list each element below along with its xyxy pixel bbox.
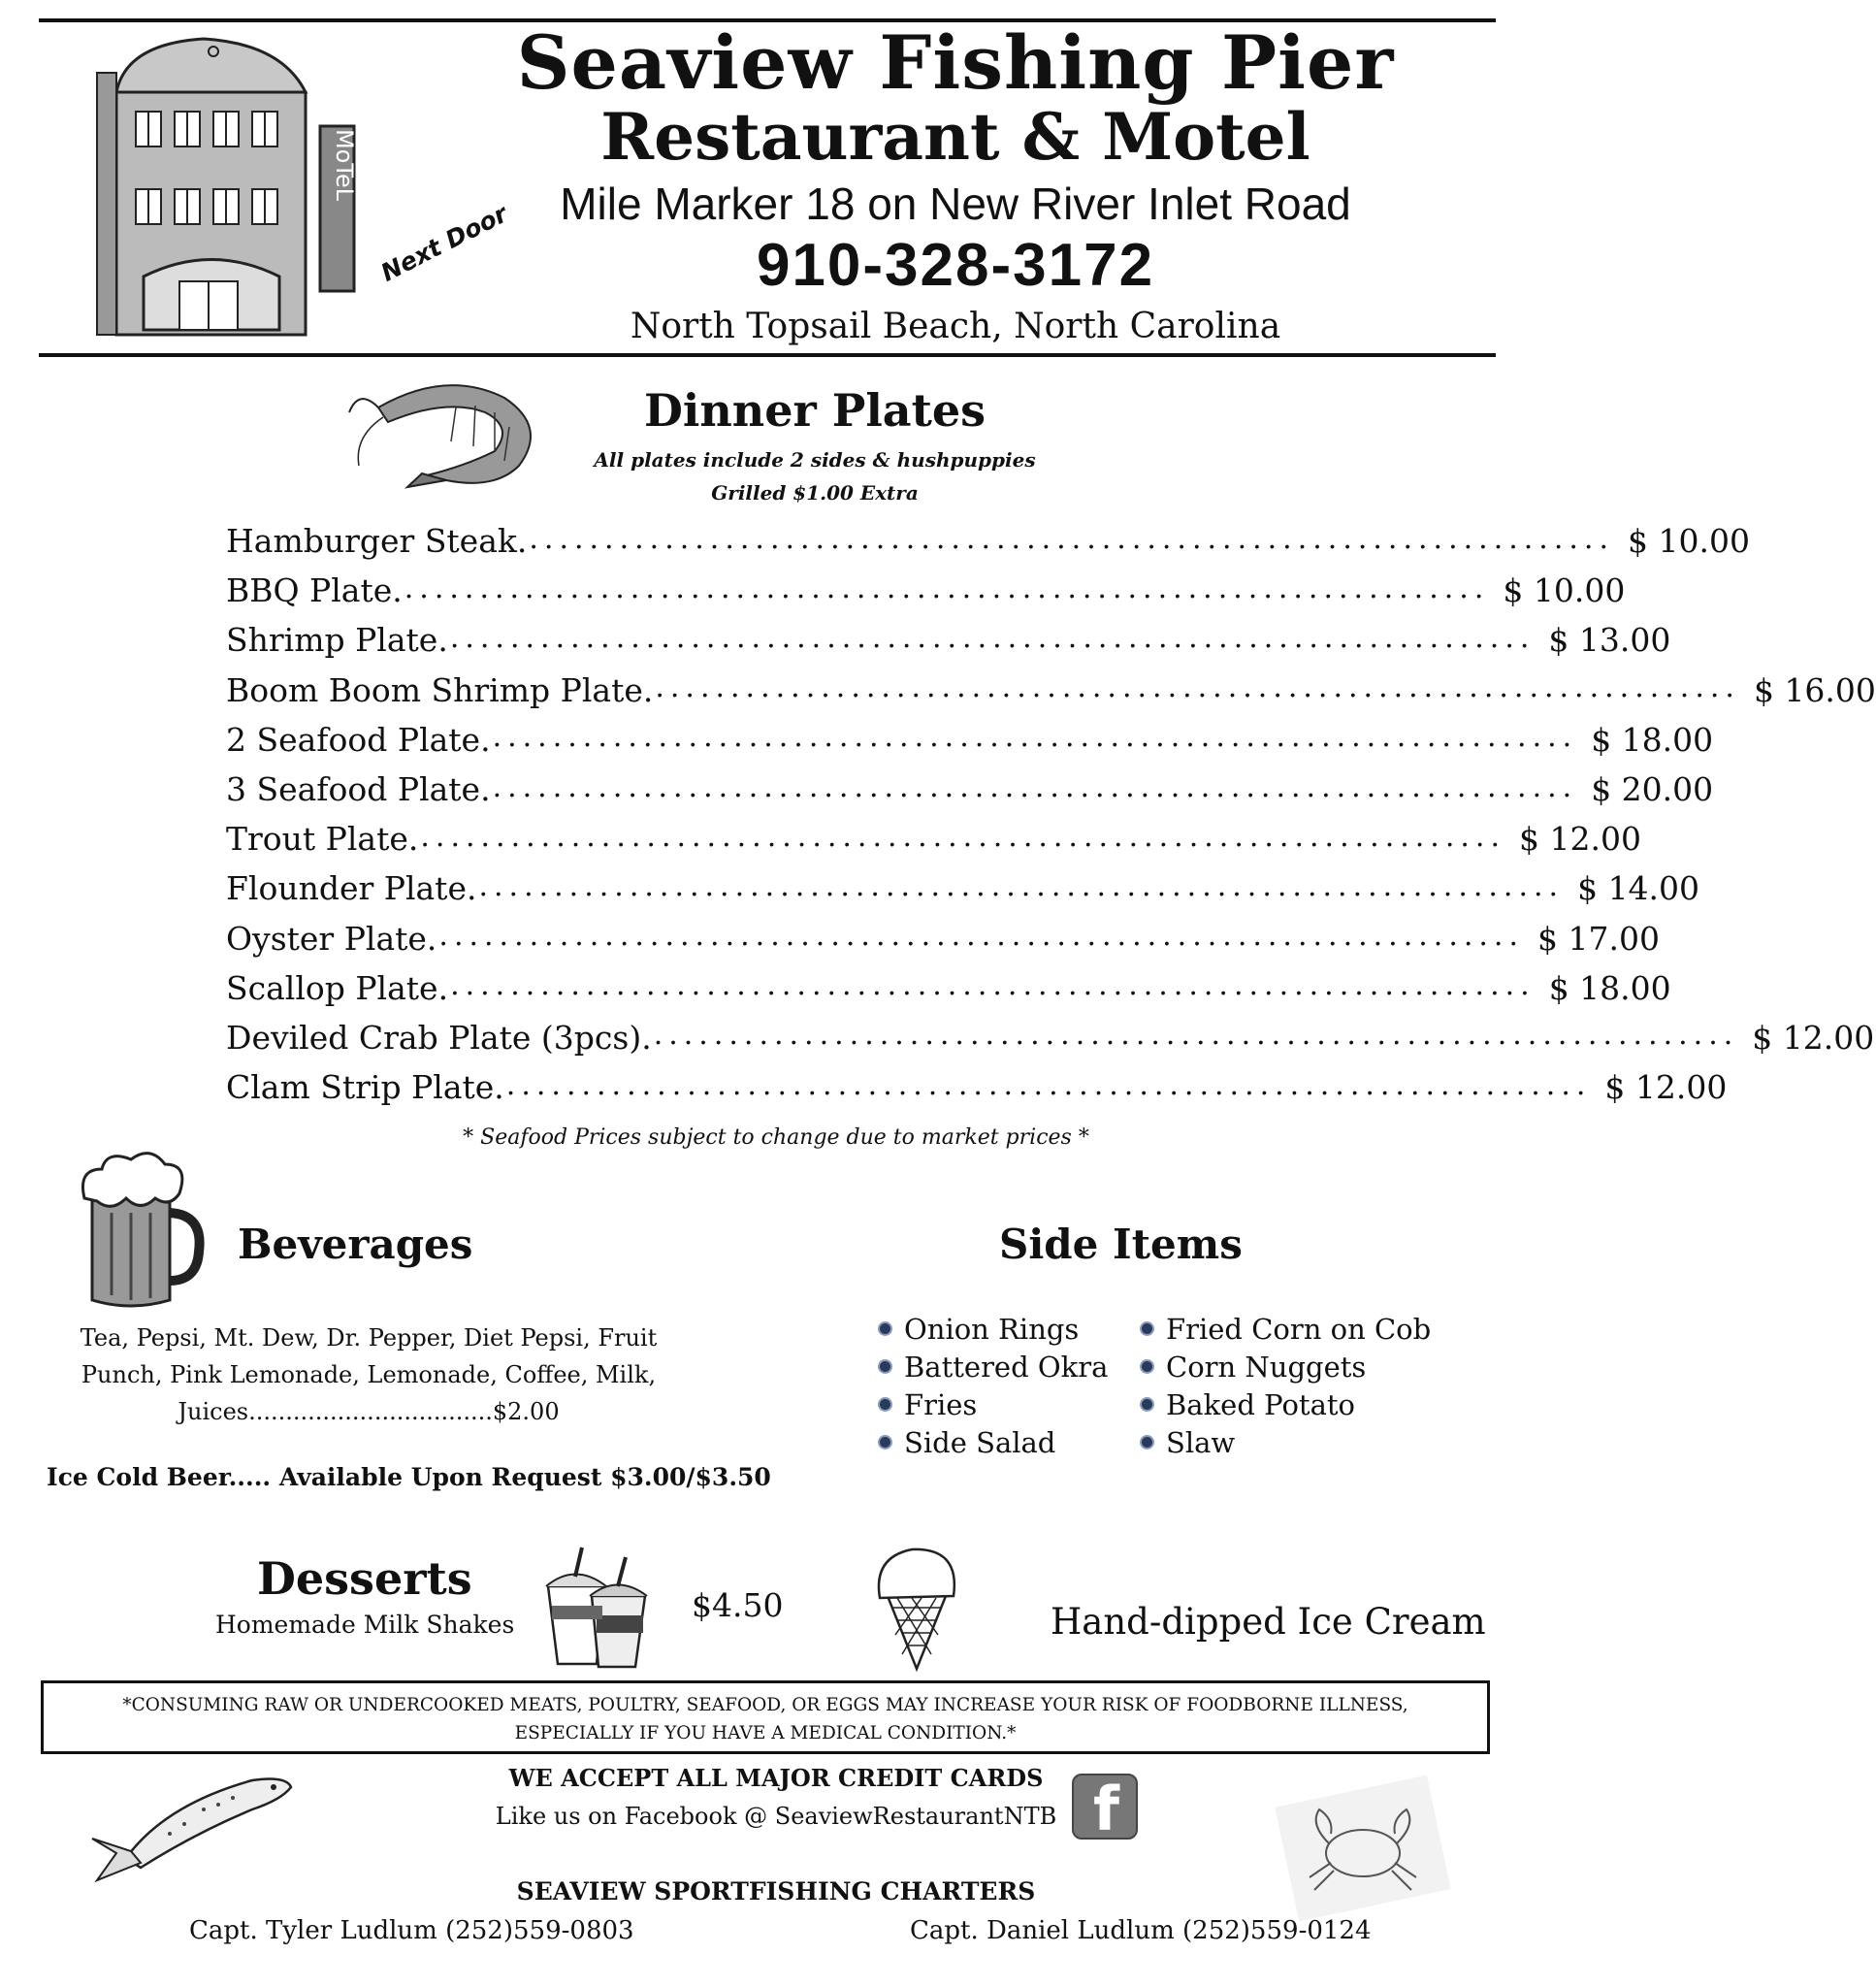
- side-item-label: Battered Okra: [904, 1350, 1109, 1384]
- beverages-list: [78, 1319, 660, 1430]
- restaurant-subtitle: Restaurant & Motel: [600, 99, 1310, 175]
- warning-line: ESPECIALLY IF YOU HAVE A MEDICAL CONDITION.*: [514, 1723, 1017, 1743]
- shrimp-icon: [349, 369, 553, 495]
- side-items-column-2: [1140, 1310, 1431, 1461]
- menu-item: [226, 1013, 1875, 1062]
- side-item-label: Fries: [904, 1387, 978, 1421]
- menu-item: [226, 914, 1660, 963]
- menu-item: [226, 615, 1671, 665]
- side-items-title: Side Items: [999, 1221, 1243, 1268]
- dot-leader: ........................................................................: [655, 670, 1740, 705]
- beverages-line: Punch, Pink Lemonade, Lemonade, Coffee, Milk,: [81, 1361, 657, 1388]
- menu-item-name: Deviled Crab Plate (3pcs).: [226, 1018, 652, 1057]
- dot-leader: ........................................................................: [404, 570, 1490, 605]
- fish-icon: [87, 1766, 301, 1882]
- menu-item: [226, 566, 1626, 615]
- side-item-label: Baked Potato: [1166, 1387, 1355, 1421]
- beer-mug-icon: [73, 1145, 209, 1315]
- town: North Topsail Beach, North Carolina: [630, 307, 1281, 346]
- menu-item: [226, 765, 1714, 814]
- dot-leader: ........................................................................: [492, 720, 1578, 755]
- menu-item-price: $ 18.00: [1591, 720, 1714, 759]
- grilled-note: Grilled $1.00 Extra: [711, 481, 919, 505]
- facebook-logo-letter: f: [1093, 1774, 1119, 1844]
- menu-item-name: Shrimp Plate.: [226, 621, 448, 660]
- captain-contact: Capt. Tyler Ludlum (252)559-0803: [189, 1916, 634, 1945]
- menu-item-price: $ 20.00: [1591, 770, 1714, 809]
- menu-item: [226, 814, 1641, 863]
- menu-item: [226, 715, 1714, 765]
- side-item-label: Onion Rings: [904, 1312, 1080, 1346]
- side-item: [878, 1348, 1108, 1385]
- dot-leader: ........................................................................: [450, 968, 1536, 1003]
- side-item: [1140, 1385, 1431, 1423]
- food-safety-warning: [41, 1680, 1490, 1754]
- menu-item: [226, 666, 1876, 715]
- menu-item-name: Oyster Plate.: [226, 919, 437, 958]
- dinner-plates-list: [226, 516, 1876, 1112]
- dinner-plates-title: Dinner Plates: [643, 384, 987, 437]
- menu-item-price: $ 18.00: [1548, 968, 1671, 1007]
- dot-leader: ........................................................................: [438, 919, 1525, 954]
- menu-item-price: $ 13.00: [1548, 621, 1671, 660]
- side-item: [878, 1423, 1108, 1461]
- menu-item-price: $ 10.00: [1503, 571, 1626, 610]
- market-price-note: * Seafood Prices subject to change due to market prices *: [463, 1125, 1089, 1150]
- bullet-icon: [878, 1435, 892, 1450]
- menu-item: [226, 863, 1700, 913]
- menu-item-name: Hamburger Steak.: [226, 522, 528, 561]
- facebook-link[interactable]: Like us on Facebook @ SeaviewRestaurantNTB: [495, 1803, 1057, 1830]
- dot-leader: ........................................................................: [492, 769, 1578, 804]
- menu-item-price: $ 12.00: [1518, 820, 1641, 859]
- desserts-title: Desserts: [257, 1552, 472, 1605]
- menu-item-name: Trout Plate.: [226, 820, 419, 859]
- motel-sign-text: MoTeL: [331, 128, 358, 202]
- menu-item: [226, 963, 1671, 1013]
- motel-building-icon: [87, 34, 378, 344]
- beverages-title: Beverages: [238, 1221, 473, 1268]
- milkshake-icon: [538, 1543, 664, 1669]
- menu-item: [226, 516, 1750, 566]
- side-items-column-1: [878, 1310, 1108, 1461]
- bullet-icon: [1140, 1397, 1154, 1412]
- dot-leader: ........................................................................: [653, 1018, 1739, 1053]
- dinner-plates-subtitle: All plates include 2 sides & hushpuppies: [594, 448, 1036, 472]
- dessert-price: $4.50: [692, 1586, 784, 1624]
- menu-item-name: Flounder Plate.: [226, 869, 477, 908]
- menu-item-name: 3 Seafood Plate.: [226, 770, 491, 809]
- crab-icon: [1280, 1785, 1445, 1911]
- menu-item-name: BBQ Plate.: [226, 571, 403, 610]
- header-rule: [39, 353, 1496, 357]
- milkshakes-label: Homemade Milk Shakes: [215, 1611, 515, 1639]
- address: Mile Marker 18 on New River Inlet Road: [560, 179, 1351, 229]
- menu-item-name: Clam Strip Plate.: [226, 1068, 504, 1107]
- bullet-icon: [878, 1321, 892, 1336]
- dot-leader: ........................................................................: [478, 868, 1565, 903]
- menu-item-price: $ 14.00: [1577, 869, 1700, 908]
- side-item: [1140, 1348, 1431, 1385]
- side-item: [878, 1310, 1108, 1348]
- menu-item-price: $ 12.00: [1604, 1068, 1728, 1107]
- dot-leader: ........................................................................: [505, 1067, 1592, 1102]
- restaurant-title: Seaview Fishing Pier: [516, 19, 1395, 106]
- charters-title: SEAVIEW SPORTFISHING CHARTERS: [516, 1877, 1036, 1906]
- side-item: [1140, 1310, 1431, 1348]
- menu-item-price: $ 17.00: [1537, 919, 1660, 958]
- side-item-label: Side Salad: [904, 1425, 1056, 1459]
- warning-line: *CONSUMING RAW OR UNDERCOOKED MEATS, POULTRY, SEAFOOD, OR EGGS MAY INCREASE YOUR RISK OF FOODBORNE ILLNESS,: [122, 1695, 1408, 1715]
- bullet-icon: [1140, 1321, 1154, 1336]
- menu-item-name: 2 Seafood Plate.: [226, 720, 491, 759]
- credit-cards-note: WE ACCEPT ALL MAJOR CREDIT CARDS: [508, 1764, 1044, 1792]
- facebook-icon[interactable]: [1072, 1774, 1138, 1844]
- menu-item-price: $ 12.00: [1752, 1018, 1875, 1057]
- menu-item: [226, 1062, 1728, 1112]
- side-item: [1140, 1423, 1431, 1461]
- dot-leader: ........................................................................: [420, 819, 1505, 854]
- ice-cream-label: Hand-dipped Ice Cream: [1051, 1601, 1486, 1643]
- side-item-label: Fried Corn on Cob: [1166, 1312, 1432, 1346]
- bullet-icon: [1140, 1359, 1154, 1374]
- menu-item-price: $ 16.00: [1753, 670, 1876, 709]
- ice-cream-cone-icon: [868, 1538, 965, 1674]
- beer-note: Ice Cold Beer..... Available Upon Request $3.00/$3.50: [47, 1463, 771, 1491]
- dot-leader: ........................................................................: [449, 620, 1536, 655]
- bullet-icon: [1140, 1435, 1154, 1450]
- menu-item-price: $ 10.00: [1627, 522, 1750, 561]
- menu-item-name: Scallop Plate.: [226, 968, 449, 1007]
- side-item-label: Slaw: [1166, 1425, 1236, 1459]
- side-item: [878, 1385, 1108, 1423]
- menu-item-name: Boom Boom Shrimp Plate.: [226, 670, 654, 709]
- next-door-label: Next Door: [376, 199, 512, 287]
- bullet-icon: [878, 1359, 892, 1374]
- phone-number[interactable]: 910-328-3172: [756, 232, 1155, 299]
- captain-contact: Capt. Daniel Ludlum (252)559-0124: [910, 1916, 1372, 1945]
- side-item-label: Corn Nuggets: [1166, 1350, 1367, 1384]
- beverages-line: Juices.................................$2.00: [178, 1398, 560, 1425]
- dot-leader: ........................................................................: [529, 521, 1614, 556]
- beverages-line: Tea, Pepsi, Mt. Dew, Dr. Pepper, Diet Pepsi, Fruit: [80, 1324, 658, 1352]
- bullet-icon: [878, 1397, 892, 1412]
